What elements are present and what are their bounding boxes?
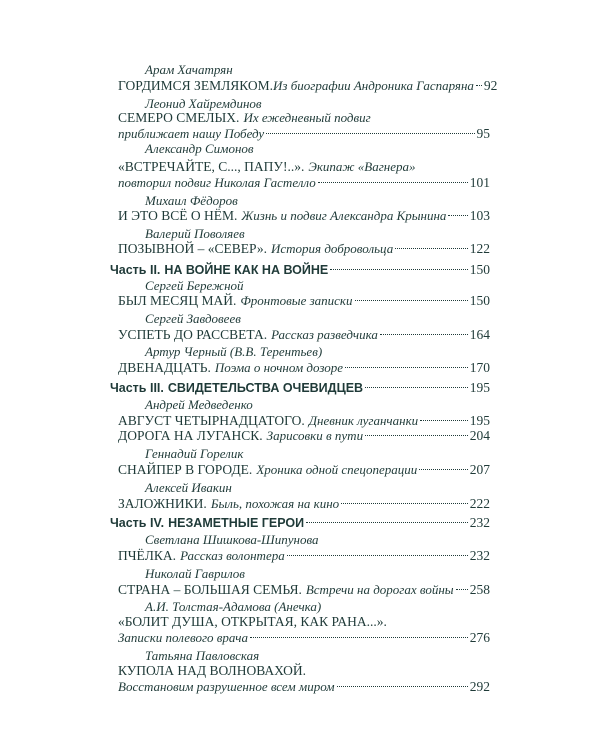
page-number: 103 xyxy=(469,208,490,223)
dot-leader xyxy=(456,589,468,590)
entry-subtitle: Хроника одной спецоперации xyxy=(256,462,418,477)
toc-entry[interactable] xyxy=(118,546,490,566)
entry-title: СЕМЕРО СМЕЛЫХ. xyxy=(118,110,240,125)
page-number: 204 xyxy=(469,428,490,443)
toc-entry[interactable] xyxy=(118,460,490,480)
dot-leader xyxy=(341,503,468,504)
entry-subtitle: Записки полевого врача xyxy=(118,630,248,645)
entry-subtitle: Рассказ разведчика xyxy=(271,327,378,342)
author-name: Александр Симонов xyxy=(145,141,254,156)
page-number: 232 xyxy=(469,515,490,530)
part-label: Часть II. xyxy=(110,263,161,277)
dot-leader xyxy=(476,85,482,86)
entry-subtitle: Быль, похожая на кино xyxy=(210,496,340,511)
author-name: Светлана Шишкова-Шипунова xyxy=(145,532,319,547)
entry-subtitle: Из биографии Андроника Гаспаряна xyxy=(273,78,474,93)
page-number: 222 xyxy=(469,496,490,511)
entry-subtitle: Фронтовые записки xyxy=(240,293,353,308)
author-name: Арам Хачатрян xyxy=(145,62,233,77)
dot-leader xyxy=(287,555,468,556)
page-number: 276 xyxy=(469,630,490,645)
author-name: Леонид Хайремдинов xyxy=(145,96,262,111)
entry-title: ДОРОГА НА ЛУГАНСК. xyxy=(118,428,263,443)
part-label: Часть III. xyxy=(110,381,164,395)
page-number: 195 xyxy=(469,380,490,395)
page-number: 170 xyxy=(469,360,490,375)
author-name: Татьяна Павловская xyxy=(145,648,260,663)
entry-subtitle: Рассказ волонтера xyxy=(180,548,285,563)
entry-subtitle: Экипаж «Вагнера» xyxy=(308,159,416,174)
toc-entry[interactable] xyxy=(118,291,490,311)
entry-subtitle: приближает нашу Победу xyxy=(118,126,265,141)
toc-entry[interactable] xyxy=(118,239,490,259)
dot-leader xyxy=(250,637,468,638)
page-number: 150 xyxy=(469,293,490,308)
entry-title: ГОРДИМСЯ ЗЕМЛЯКОМ. xyxy=(118,78,274,93)
author-name: Геннадий Горелик xyxy=(145,446,244,461)
author-name: А.И. Толстая-Адамова (Анечка) xyxy=(145,599,322,614)
toc-entry[interactable] xyxy=(118,426,490,446)
dot-leader xyxy=(420,420,468,421)
toc-entry[interactable] xyxy=(118,76,498,96)
entry-title: ПОЗЫВНОЙ – «СЕВЕР». xyxy=(118,241,268,256)
toc-entry[interactable] xyxy=(118,173,490,193)
dot-leader xyxy=(306,522,468,523)
page-number: 95 xyxy=(476,126,490,141)
entry-title: И ЭТО ВСЁ О НЁМ. xyxy=(118,208,238,223)
page-number: 150 xyxy=(469,262,490,277)
page-number: 101 xyxy=(469,175,490,190)
page-number: 292 xyxy=(469,679,490,694)
page-number: 122 xyxy=(469,241,490,256)
entry-title: СТРАНА – БОЛЬШАЯ СЕМЬЯ. xyxy=(118,582,302,597)
author-name: Михаил Фёдоров xyxy=(145,193,238,208)
part-title: СВИДЕТЕЛЬСТВА ОЧЕВИДЦЕВ xyxy=(167,381,364,395)
entry-title: УСПЕТЬ ДО РАССВЕТА. xyxy=(118,327,268,342)
dot-leader xyxy=(318,182,468,183)
dot-leader xyxy=(345,367,468,368)
entry-subtitle: Поэма о ночном дозоре xyxy=(214,360,343,375)
entry-subtitle: Восстановим разрушенное всем миром xyxy=(118,679,335,694)
entry-title: ДВЕНАДЦАТЬ. xyxy=(118,360,211,375)
page-number: 232 xyxy=(469,548,490,563)
dot-leader xyxy=(380,334,468,335)
author-name: Николай Гаврилов xyxy=(145,566,245,581)
dot-leader xyxy=(419,469,467,470)
author-name: Артур Черный (В.В. Терентьев) xyxy=(145,344,323,359)
author-name: Сергей Бережной xyxy=(145,278,244,293)
entry-title: ПЧЁЛКА. xyxy=(118,548,177,563)
page-number: 195 xyxy=(469,413,490,428)
author-name: Валерий Поволяев xyxy=(145,226,245,241)
toc-entry[interactable] xyxy=(118,358,490,378)
entry-title: «ВСТРЕЧАЙТЕ, С..., ПАПУ!..». xyxy=(118,159,305,174)
page-number: 92 xyxy=(483,78,498,93)
author-name: Андрей Медведенко xyxy=(145,397,253,412)
entry-subtitle: Зарисовки в пути xyxy=(266,428,364,443)
entry-title: ЗАЛОЖНИКИ. xyxy=(118,496,207,511)
toc-entry[interactable] xyxy=(118,206,490,226)
entry-title: СНАЙПЕР В ГОРОДЕ. xyxy=(118,462,253,477)
dot-leader xyxy=(337,686,468,687)
author-name: Сергей Завдовеев xyxy=(145,311,241,326)
page-number: 207 xyxy=(469,462,490,477)
dot-leader xyxy=(330,269,467,270)
author-name: Алексей Ивакин xyxy=(145,480,232,495)
page-number: 258 xyxy=(469,582,490,597)
dot-leader xyxy=(395,248,468,249)
entry-subtitle: Дневник луганчанки xyxy=(308,413,419,428)
part-title: НЕЗАМЕТНЫЕ ГЕРОИ xyxy=(168,516,305,530)
entry-subtitle: История добровольца xyxy=(271,241,394,256)
entry-title: «БОЛИТ ДУША, ОТКРЫТАЯ, КАК РАНА...». xyxy=(118,614,387,629)
entry-subtitle: повторил подвиг Николая Гастелло xyxy=(118,175,316,190)
dot-leader xyxy=(266,133,474,134)
page-number: 164 xyxy=(469,327,490,342)
entry-subtitle: Их ежедневный подвиг xyxy=(243,110,371,125)
toc-entry[interactable] xyxy=(118,494,490,514)
entry-subtitle: Жизнь и подвиг Александра Крынина xyxy=(241,208,447,223)
entry-title: БЫЛ МЕСЯЦ МАЙ. xyxy=(118,293,237,308)
part-label: Часть IV. xyxy=(110,516,165,530)
entry-title: КУПОЛА НАД ВОЛНОВАХОЙ. xyxy=(118,663,307,678)
toc-entry[interactable] xyxy=(118,677,490,697)
dot-leader xyxy=(365,387,468,388)
dot-leader xyxy=(448,215,467,216)
part-title: НА ВОЙНЕ КАК НА ВОЙНЕ xyxy=(164,263,329,277)
entry-subtitle: Встречи на дорогах войны xyxy=(305,582,454,597)
dot-leader xyxy=(355,300,468,301)
entry-title: АВГУСТ ЧЕТЫРНАДЦАТОГО. xyxy=(118,413,305,428)
toc-author xyxy=(145,139,254,159)
toc-entry[interactable] xyxy=(118,628,490,648)
dot-leader xyxy=(365,435,468,436)
